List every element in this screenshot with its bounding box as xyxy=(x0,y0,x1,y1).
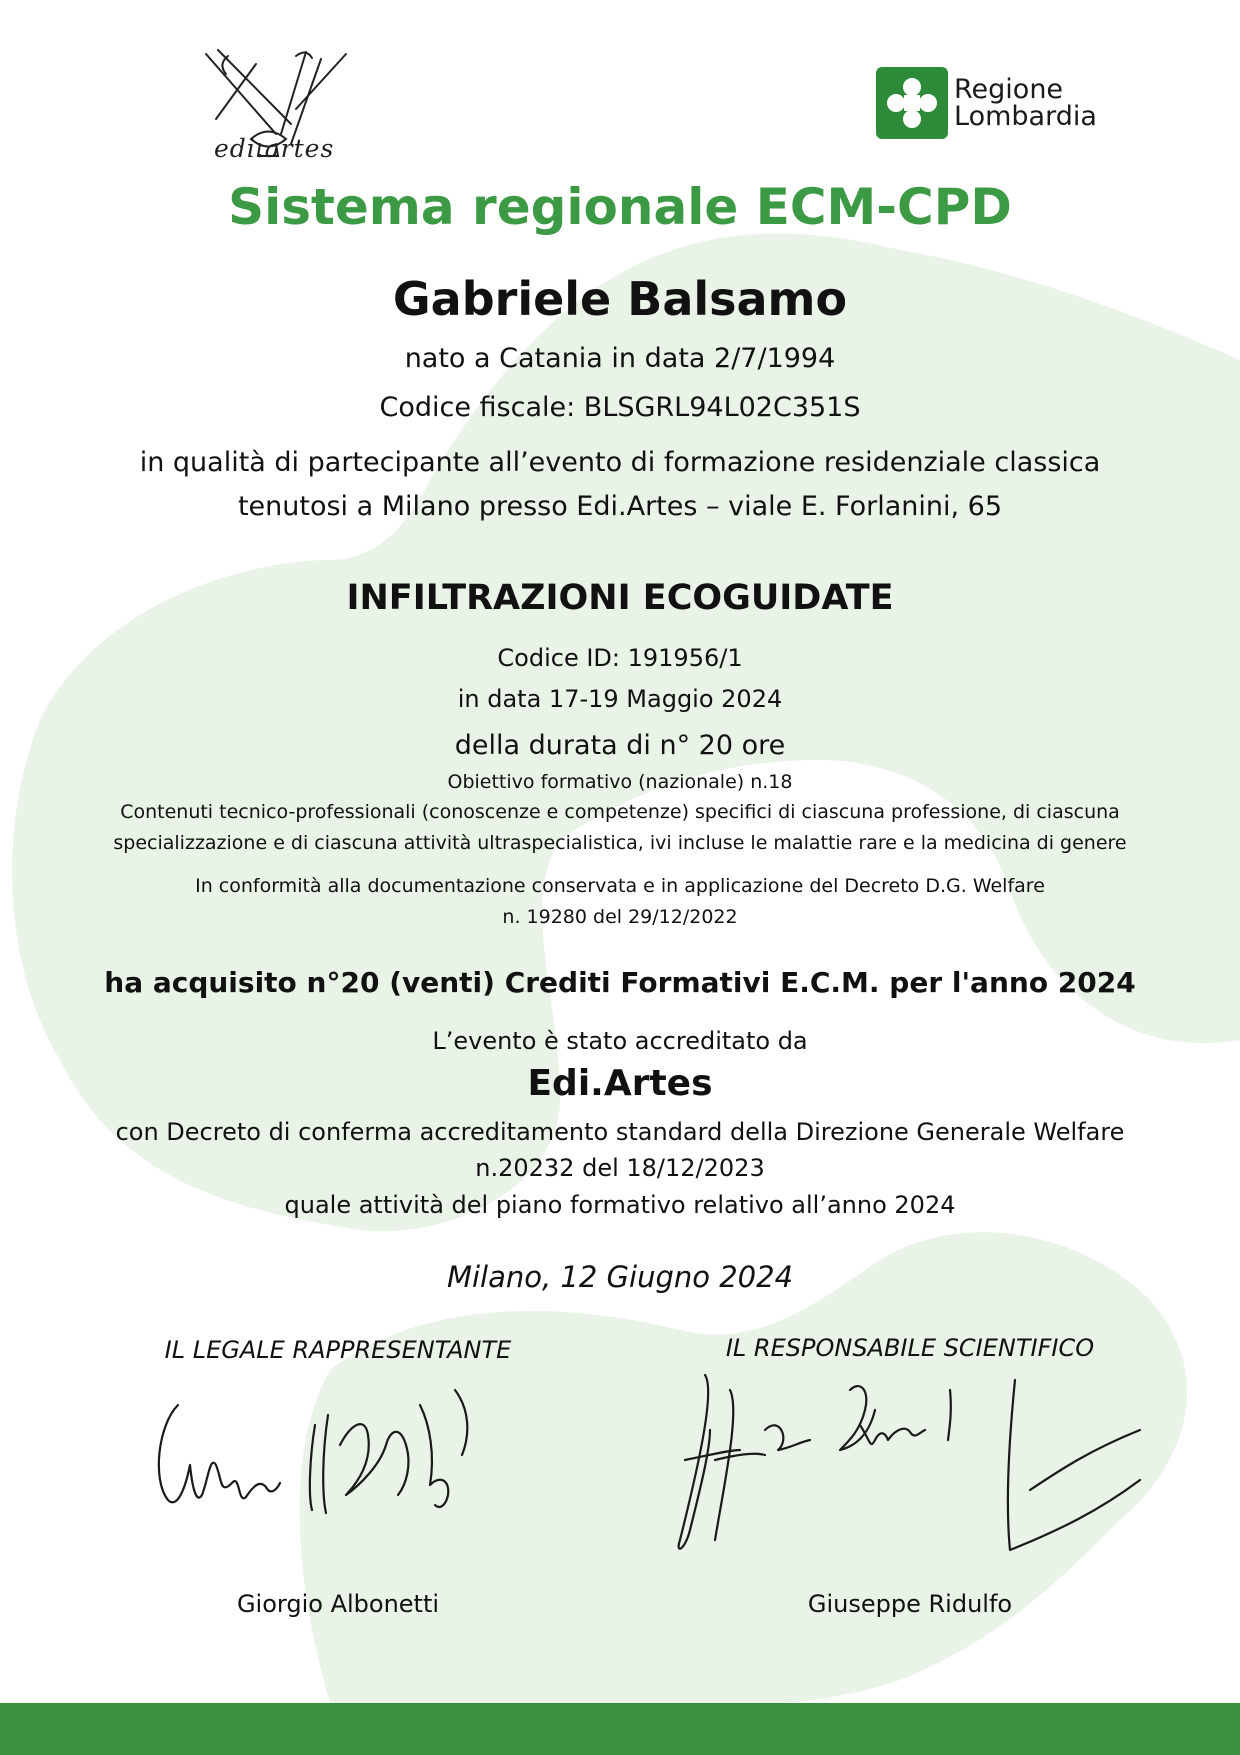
event-intro-line-1: in qualità di partecipante all’evento di formazione residenziale classica xyxy=(139,447,1101,478)
ediartes-wordmark: edi.artes xyxy=(214,134,335,163)
regione-lombardia-word-1: Regione xyxy=(954,74,1064,105)
credits-statement: ha acquisito n°20 (venti) Crediti Formativi E.C.M. per l'anno 2024 xyxy=(104,966,1136,999)
participant-fiscal-code: Codice fiscale: BLSGRL94L02C351S xyxy=(379,392,861,423)
participant-birth: nato a Catania in data 2/7/1994 xyxy=(404,343,836,374)
right-signatory-name: Giuseppe Ridulfo xyxy=(807,1590,1013,1618)
event-intro-line-2: tenutosi a Milano presso Edi.Artes – viale E. Forlanini, 65 xyxy=(237,491,1003,522)
accreditation-intro: L’evento è stato accreditato da xyxy=(432,1027,808,1055)
regione-lombardia-word-2: Lombardia xyxy=(954,101,1097,132)
course-objective-desc-1: Contenuti tecnico-professionali (conoscenze e competenze) specifici di ciascuna professione, di ciascuna xyxy=(120,801,1120,823)
right-signature-role: IL RESPONSABILE SCIENTIFICO xyxy=(725,1334,1095,1362)
accreditation-decree-2: n.20232 del 18/12/2023 xyxy=(475,1154,765,1182)
participant-name: Gabriele Balsamo xyxy=(392,272,848,326)
left-signatory-name: Giorgio Albonetti xyxy=(236,1590,440,1618)
course-duration: della durata di n° 20 ore xyxy=(454,730,786,761)
regione-lombardia-logo-icon xyxy=(876,67,948,139)
conformity-line-2: n. 19280 del 29/12/2022 xyxy=(502,906,738,928)
right-signature-image xyxy=(670,1370,1150,1570)
page-title: Sistema regionale ECM-CPD xyxy=(228,178,1012,236)
course-code: Codice ID: 191956/1 xyxy=(497,644,743,672)
course-objective-desc-2: specializzazione e di ciascuna attività ultraspecialistica, ivi incluse le malattie rare e la medicina di genere xyxy=(113,832,1127,854)
course-dates: in data 17-19 Maggio 2024 xyxy=(457,685,783,713)
place-date: Milano, 12 Giugno 2024 xyxy=(446,1260,794,1294)
accreditation-decree-1: con Decreto di conferma accreditamento standard della Direzione Generale Welfare xyxy=(115,1118,1125,1146)
course-objective: Obiettivo formativo (nazionale) n.18 xyxy=(447,771,793,793)
left-signature-role: IL LEGALE RAPPRESENTANTE xyxy=(164,1336,512,1364)
footer-bar xyxy=(0,1703,1240,1755)
accreditation-provider: Edi.Artes xyxy=(527,1063,713,1104)
left-signature-image xyxy=(150,1385,510,1555)
course-title: INFILTRAZIONI ECOGUIDATE xyxy=(346,578,894,618)
conformity-line-1: In conformità alla documentazione conservata e in applicazione del Decreto D.G. Welfare xyxy=(195,875,1045,897)
accreditation-decree-3: quale attività del piano formativo relativo all’anno 2024 xyxy=(284,1191,956,1219)
